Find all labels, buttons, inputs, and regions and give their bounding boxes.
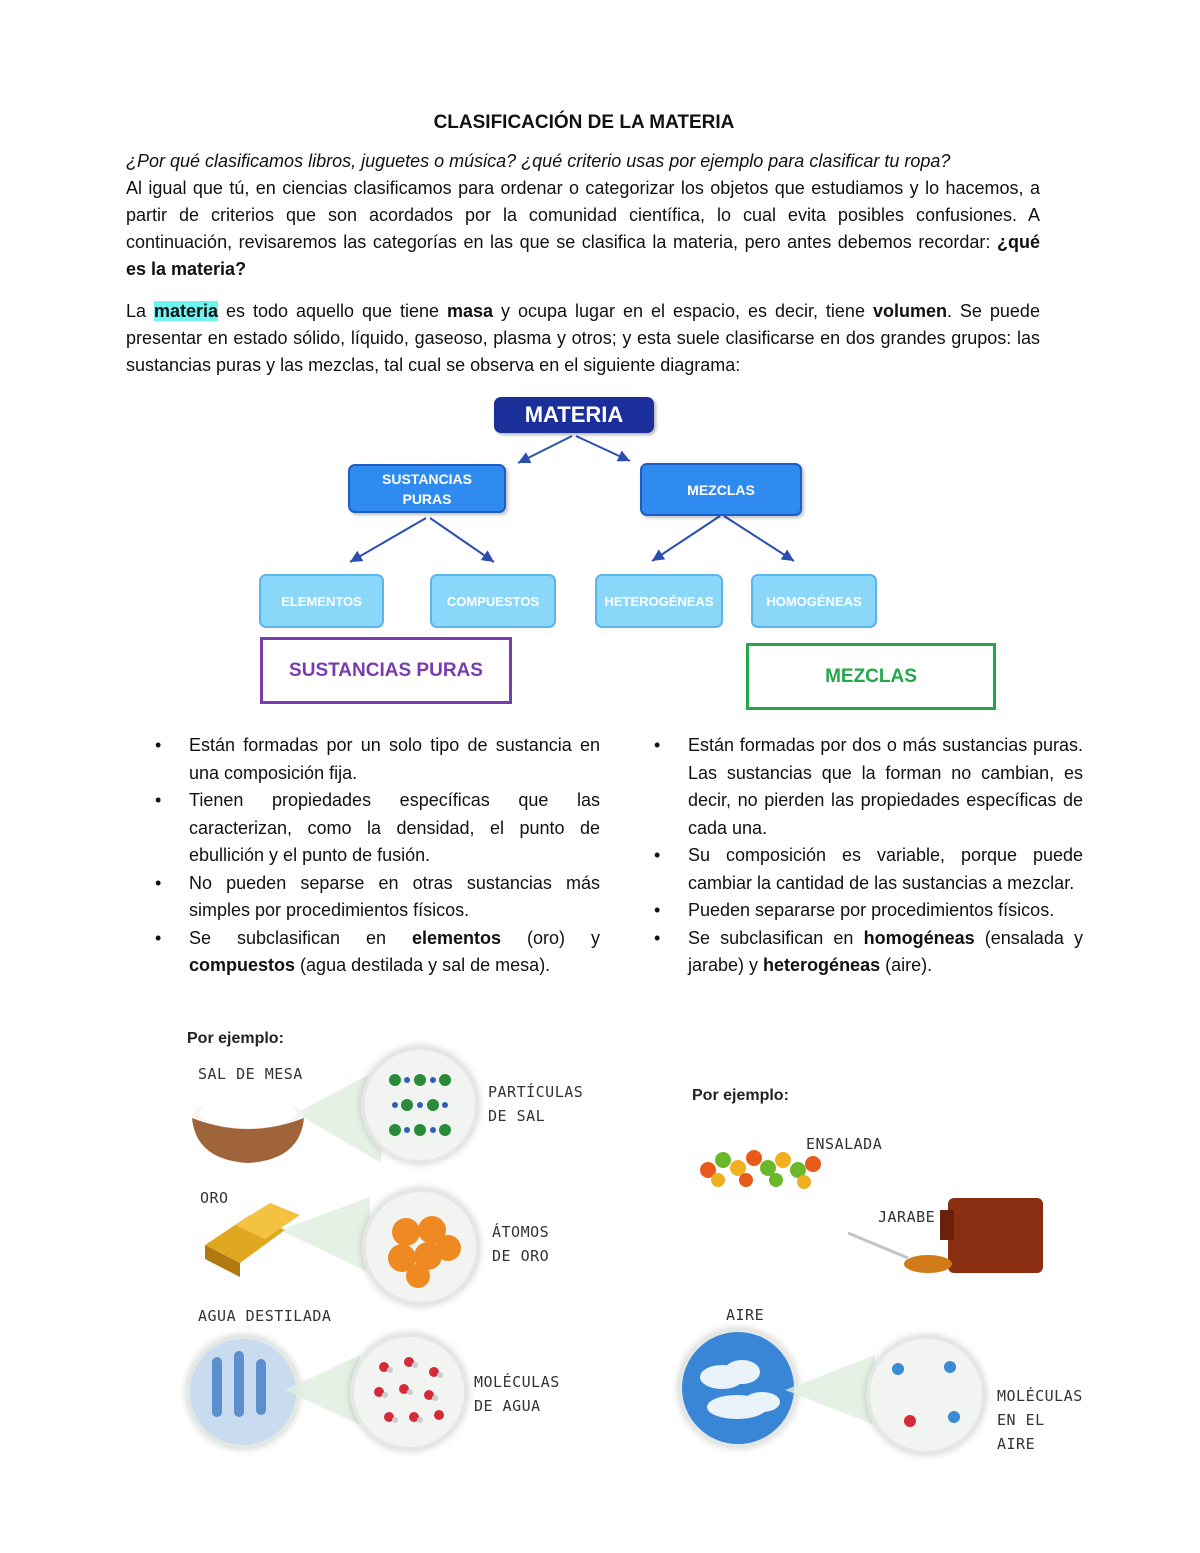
syrup-illustration bbox=[848, 1188, 1048, 1278]
item-bold-homogeneas: homogéneas bbox=[863, 927, 975, 948]
heading-sustancias-puras: SUSTANCIAS PURAS bbox=[260, 637, 512, 704]
list-item: • Pueden separarse por procedimientos físicos. bbox=[625, 897, 1083, 925]
air-photo-circle bbox=[678, 1328, 798, 1448]
example-jarabe-label: JARABE bbox=[878, 1208, 936, 1226]
list-item: • Están formadas por un solo tipo de sustancia en una composición fija. bbox=[126, 732, 600, 787]
caption-atomos-oro: ÁTOMOS DE ORO bbox=[492, 1223, 550, 1265]
def-text-2: es todo aquello que tiene bbox=[226, 301, 440, 321]
pure-substances-list bbox=[126, 732, 600, 980]
diagram-mezclas: MEZCLAS bbox=[640, 463, 802, 516]
diagram-compuestos: COMPUESTOS bbox=[430, 574, 556, 628]
diagram-heterogeneas: HETEROGÉNEAS bbox=[595, 574, 723, 628]
gold-atoms-circle bbox=[362, 1188, 480, 1306]
water-molecules-circle bbox=[350, 1333, 468, 1451]
gold-illustration bbox=[190, 1185, 390, 1285]
item-text: (ensalada y jarabe) y bbox=[688, 927, 1083, 975]
intro-question-bold: ¿qué es la materia? bbox=[126, 232, 1040, 279]
water-photo-circle bbox=[186, 1335, 300, 1449]
list-item bbox=[625, 925, 1083, 980]
diagram-sustancias-puras: SUSTANCIAS PURAS bbox=[348, 464, 506, 513]
arrow-root-right bbox=[576, 436, 630, 461]
intro-text: Al igual que tú, en ciencias clasificamos para ordenar o categorizar los objetos que estudiamos y lo hacemos, a partir de criterios que son acordados por la comunidad científica, lo cual evita posibles confusiones. A continuación, revisaremos las categorías en las que se clasifica la materia, pero antes debemos recordar: bbox=[126, 178, 1040, 252]
list-item bbox=[126, 925, 600, 980]
gold-atoms bbox=[366, 1192, 476, 1302]
item-text: (oro) y bbox=[527, 927, 600, 948]
arrow-mix-homo bbox=[724, 516, 794, 561]
def-highlight-materia: materia bbox=[154, 301, 219, 321]
list-item: • No pueden separse en otras sustancias más simples por procedimientos físicos. bbox=[126, 870, 600, 925]
example-sal-label: SAL DE MESA bbox=[198, 1065, 303, 1083]
item-text: Se subclasifican en bbox=[189, 927, 387, 948]
def-text-4: . Se puede presentar en estado sólido, líquido, gaseoso, plasma y otros; y esta suele clasificarse en dos grandes grupos: las sustancias puras y las mezclas, tal cual se observa en el siguiente diagrama: bbox=[126, 301, 1040, 375]
salt-particles-circle bbox=[361, 1046, 479, 1164]
caption-particulas-sal: PARTÍCULAS DE SAL bbox=[488, 1083, 584, 1125]
example-label-right: Por ejemplo: bbox=[692, 1087, 789, 1104]
arrow-root-left bbox=[518, 436, 572, 463]
item-text: Se subclasifican en bbox=[688, 927, 854, 948]
list-item: • Están formadas por dos o más sustancias puras. Las sustancias que la forman no cambian, es decir, no pierden las propiedades específicas de cada una. bbox=[625, 732, 1083, 842]
def-bold-masa: masa bbox=[447, 301, 494, 321]
item-text: (agua destilada y sal de mesa). bbox=[300, 955, 551, 975]
mixtures-list bbox=[625, 732, 1083, 980]
example-aire-label: AIRE bbox=[726, 1306, 765, 1324]
diagram-root-materia: MATERIA bbox=[494, 397, 654, 433]
item-bold-elementos: elementos bbox=[412, 927, 502, 948]
arrow-mix-hetero bbox=[652, 516, 720, 561]
arrow-pure-elements bbox=[350, 518, 426, 562]
example-agua-label: AGUA DESTILADA bbox=[198, 1307, 332, 1325]
item-text: (aire). bbox=[885, 955, 933, 975]
list-item: • Tienen propiedades específicas que las caracterizan, como la densidad, el punto de ebullición y el punto de fusión. bbox=[126, 787, 600, 870]
salt-lattice bbox=[365, 1050, 475, 1160]
example-ensalada-label: ENSALADA bbox=[806, 1135, 883, 1153]
air-molecules bbox=[870, 1339, 982, 1451]
heading-mezclas: MEZCLAS bbox=[746, 643, 996, 710]
clouds-icon bbox=[682, 1332, 794, 1444]
def-text-1: La bbox=[126, 301, 147, 321]
caption-moleculas-aire: MOLÉCULAS EN EL AIRE bbox=[997, 1387, 1083, 1453]
diagram-homogeneas: HOMOGÉNEAS bbox=[751, 574, 877, 628]
def-text-3: y ocupa lugar en el espacio, es decir, tiene bbox=[501, 301, 865, 321]
def-bold-volumen: volumen bbox=[872, 301, 947, 321]
intro-question: ¿Por qué clasificamos libros, juguetes o música? ¿qué criterio usas por ejemplo para clasificar tu ropa? bbox=[126, 151, 951, 171]
water-zoom-cone bbox=[285, 1350, 360, 1430]
example-oro-label: ORO bbox=[200, 1189, 229, 1207]
water-molecules bbox=[354, 1337, 464, 1447]
example-label-left: Por ejemplo: bbox=[187, 1030, 284, 1047]
item-bold-heterogeneas: heterogéneas bbox=[763, 955, 881, 975]
list-item: • Su composición es variable, porque puede cambiar la cantidad de las sustancias a mezclar. bbox=[625, 842, 1083, 897]
item-bold-compuestos: compuestos bbox=[189, 955, 296, 975]
arrow-pure-compounds bbox=[430, 518, 494, 562]
diagram-elementos: ELEMENTOS bbox=[259, 574, 384, 628]
test-tubes-icon bbox=[190, 1339, 296, 1445]
air-zoom-cone bbox=[785, 1350, 875, 1430]
air-molecules-circle bbox=[866, 1335, 986, 1455]
page-title: CLASIFICACIÓN DE LA MATERIA bbox=[433, 112, 735, 133]
caption-moleculas-agua: MOLÉCULAS DE AGUA bbox=[474, 1373, 560, 1415]
